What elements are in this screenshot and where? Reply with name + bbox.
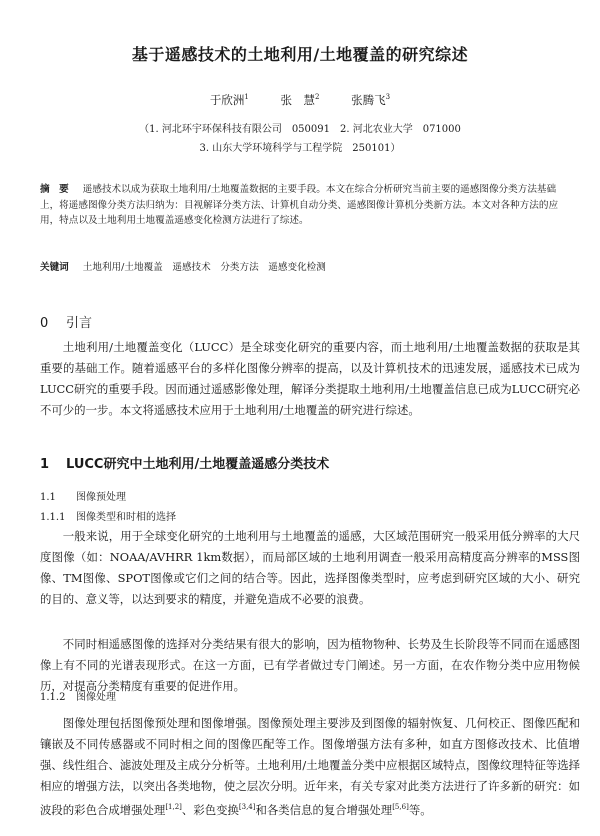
section-number: 0 (40, 316, 49, 331)
body-paragraph: 土地利用/土地覆盖变化（LUCC）是全球变化研究的重要内容，而土地利用/土地覆盖数据的获取是其重要的基础工作。随着遥感平台的多样化图像分辨率的提高，以及计算机技术的迅速发展，遥感技术已成为LUCC研究的重要手段。因而通过遥感影像处理，解译分类提取土地利用/土地覆盖信息已成为LUCC研究必不可少的一步。本文将遥感技术应用于土地利用/土地覆盖的研究进行综述。 (40, 340, 580, 417)
affiliation-line: 3. 山东大学环境科学与工程学院 250101） (199, 143, 401, 154)
section-title: LUCC研究中土地利用/土地覆盖遥感分类技术 (66, 457, 330, 472)
section-number: 1 (40, 457, 50, 472)
affiliation-line: （1. 河北环宇环保科技有限公司 050091 2. 河北农业大学 071000 (139, 124, 461, 135)
author: 张 慧$^2$ (280, 93, 320, 107)
keywords-text: 土地利用/土地覆盖 遥感技术 分类方法 遥感变化检测 (82, 262, 326, 273)
author: 张腾飞$^3$ (351, 93, 391, 107)
citation: [5,6] (392, 803, 409, 811)
citation: [3,4] (238, 803, 256, 811)
author-list (0, 92, 600, 108)
subsection-heading (40, 688, 116, 703)
subsection-number: 1.1.1 (40, 512, 66, 523)
section-heading (40, 453, 329, 472)
body-paragraph: 图像处理包括图像预处理和图像增强。图像预处理主要涉及到图像的辐射恢复、几何校正、图像匹配和镶嵌及不同传感器或不同时相之间的图像匹配等工作。图像增强方法有多种，如直方图修改技术、比值增强、线性组合、滤波处理及主成分分析等。土地利用/土地覆盖分类中应根据区域特点，图像纹理特征等选择相应的增强方法，以突出各类地物，使之层次分明。近年来，有关专家对此类方法进行了许多新的研究：如波段的彩色合成增强处理[1,2]、彩色变换[3,4]和各类信息的复合增强处理[5,6]等。 (40, 716, 580, 817)
abstract-label: 摘 要 (40, 184, 69, 195)
body-paragraph: 一般来说，用于全球变化研究的土地利用与土地覆盖的遥感，大区域范围研究一般采用低分辨率的大尺度图像（如：NOAA/AVHRR 1km数据），而局部区域的土地利用调查一般采用高精度高分辨率的MSS图像、TM图像、SPOT图像或它们之间的结合等。因此，选择图像类型时，应考虑到研究区域的大小、研究的目的、意义等，以达到要求的精度，并避免造成不必要的浪费。 (40, 529, 580, 606)
subsection-title: 图像处理 (76, 692, 116, 703)
section-title: 引言 (66, 316, 93, 331)
abstract-text: 遥感技术以成为获取土地利用/土地覆盖数据的主要手段。本文在综合分析研究当前主要的遥感图像分类方法基础上，将遥感图像分类方法归纳为：目视解译分类方法、计算机自动分类、遥感图像计算机分类新方法。本文对各种方法的应用，特点以及土地利用土地覆盖遥感变化检测方法进行了综述。 (40, 184, 559, 226)
abstract (40, 182, 575, 229)
section-heading (40, 312, 92, 331)
keywords (40, 260, 575, 276)
subsection-number: 1.1 (40, 492, 56, 503)
body-paragraph: 不同时相遥感图像的选择对分类结果有很大的影响，因为植物物种、长势及生长阶段等不同而在遥感图像上有不同的光谱表现形式。在这一方面，已有学者做过专门阐述。另一方面，在农作物分类中应用物候历，对提高分类精度有重要的促进作用。 (40, 637, 580, 693)
citation: [1,2] (165, 803, 182, 811)
subsection-heading (40, 488, 126, 503)
subsection-title: 图像类型和时相的选择 (76, 512, 176, 523)
paper-title: 基于遥感技术的土地利用/土地覆盖的研究综述 (131, 45, 469, 64)
keywords-label: 关键词 (40, 262, 69, 273)
author: 于欣洲$^1$ (209, 93, 249, 107)
subsection-heading (40, 508, 176, 523)
subsection-number: 1.1.2 (40, 692, 66, 703)
subsection-title: 图像预处理 (76, 492, 126, 503)
